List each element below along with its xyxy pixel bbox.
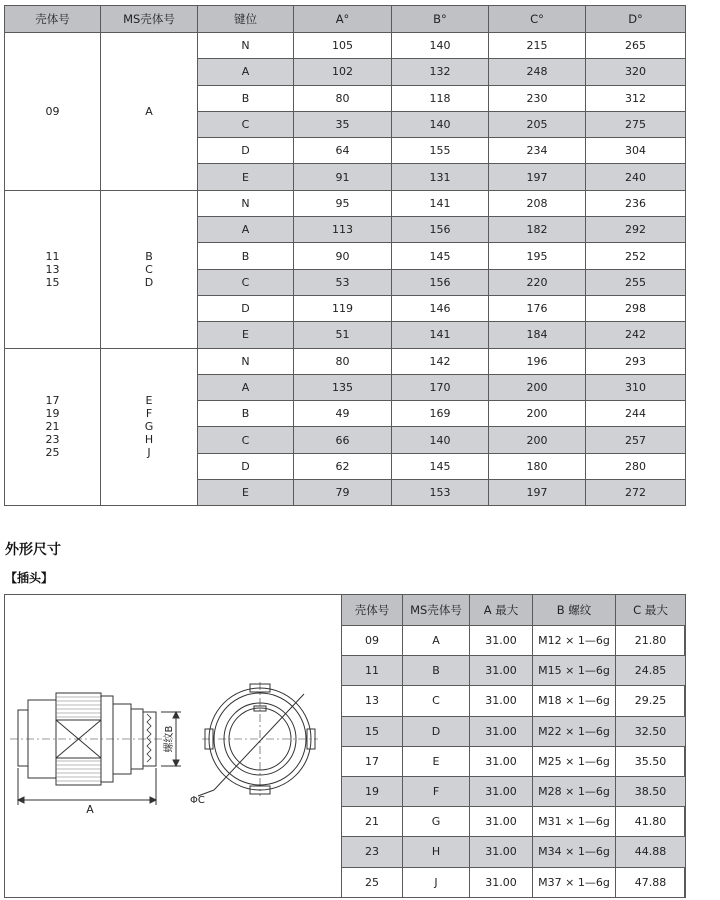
dim-c-max: 41.80: [616, 807, 686, 837]
dim-ms-shell-number: D: [403, 716, 470, 746]
angle-a: 90: [294, 243, 392, 269]
angle-d: 257: [586, 427, 686, 453]
angle-d: 280: [586, 453, 686, 479]
angle-c: 200: [489, 374, 586, 400]
dim-shell-number: 11: [342, 656, 403, 686]
dim-ms-shell-number: F: [403, 776, 470, 806]
dim-shell-number: 17: [342, 746, 403, 776]
key-position: N: [198, 33, 294, 59]
table-row: [342, 776, 686, 806]
angle-b: 170: [392, 374, 489, 400]
dim-shell-number: 23: [342, 837, 403, 867]
dim-a-max: 31.00: [470, 776, 533, 806]
angle-c: 230: [489, 85, 586, 111]
header-angle-c: C°: [489, 6, 586, 33]
dim-b-thread: M18 × 1—6g: [533, 686, 616, 716]
angle-d: 236: [586, 190, 686, 216]
section-title: 外形尺寸: [5, 542, 61, 558]
header-ms-shell: MS壳体号: [101, 6, 198, 33]
key-position: B: [198, 85, 294, 111]
key-position: A: [198, 217, 294, 243]
angle-b: 156: [392, 217, 489, 243]
header-angle-d: D°: [586, 6, 686, 33]
angle-d: 304: [586, 138, 686, 164]
dim-ms-shell-number: J: [403, 867, 470, 897]
angle-c: 208: [489, 190, 586, 216]
angle-a: 80: [294, 348, 392, 374]
dim-b-thread: M31 × 1—6g: [533, 807, 616, 837]
header-shell: 壳体号: [5, 6, 101, 33]
angle-d: 298: [586, 295, 686, 321]
dim-a-max: 31.00: [470, 867, 533, 897]
plug-front-view: [198, 682, 318, 796]
angle-d: 240: [586, 164, 686, 190]
ms-shell-number: H: [144, 433, 154, 447]
ms-shell-number: E: [145, 394, 153, 408]
dim-a-max: 31.00: [470, 656, 533, 686]
ms-shell-group: [101, 33, 198, 191]
dim-c-max: 29.25: [616, 686, 686, 716]
plug-outline-drawing: [6, 660, 332, 820]
dim-b-thread: M22 × 1—6g: [533, 716, 616, 746]
key-position: E: [198, 164, 294, 190]
dimension-label-thread-b: 螺纹B: [164, 725, 175, 753]
plug-dimension-table: [341, 594, 686, 898]
dim-a-max: 31.00: [470, 837, 533, 867]
dim-a-max: 31.00: [470, 746, 533, 776]
dim-b-thread: M28 × 1—6g: [533, 776, 616, 806]
angle-c: 248: [489, 59, 586, 85]
table-row: [342, 746, 686, 776]
dim-ms-shell-number: C: [403, 686, 470, 716]
dim-c-max: 35.50: [616, 746, 686, 776]
ms-shell-number: G: [144, 420, 154, 434]
shell-number: 11: [45, 249, 60, 263]
angle-a: 49: [294, 401, 392, 427]
dim-ms-shell-number: G: [403, 807, 470, 837]
plug-side-view: [10, 693, 181, 805]
ms-shell-number: D: [144, 275, 154, 289]
ms-shell-number: C: [145, 262, 153, 276]
dim-a-max: 31.00: [470, 716, 533, 746]
dim-shell-number: 19: [342, 776, 403, 806]
table-row: [342, 837, 686, 867]
angle-d: 255: [586, 269, 686, 295]
shell-number: 21: [45, 420, 60, 434]
angle-d: 293: [586, 348, 686, 374]
angle-b: 145: [392, 243, 489, 269]
dim-ms-shell-number: E: [403, 746, 470, 776]
dimension-label-a: A: [86, 803, 94, 816]
ms-shell-group: [101, 190, 198, 348]
table-row: [342, 656, 686, 686]
angle-d: 272: [586, 480, 686, 506]
angle-c: 200: [489, 401, 586, 427]
dim-shell-number: 25: [342, 867, 403, 897]
dim-shell-number: 21: [342, 807, 403, 837]
dimension-label-phi-c: ΦC: [190, 795, 205, 806]
key-position: B: [198, 401, 294, 427]
angle-b: 140: [392, 111, 489, 137]
key-position: C: [198, 111, 294, 137]
angle-c: 195: [489, 243, 586, 269]
table-row: [342, 686, 686, 716]
dim-c-max: 44.88: [616, 837, 686, 867]
angle-b: 140: [392, 427, 489, 453]
dim-a-max: 31.00: [470, 626, 533, 656]
angle-d: 265: [586, 33, 686, 59]
angle-a: 64: [294, 138, 392, 164]
ms-shell-number: F: [145, 407, 153, 421]
dim-shell-number: 09: [342, 626, 403, 656]
key-position: D: [198, 295, 294, 321]
shell-number-group: [5, 33, 101, 191]
angle-c: 215: [489, 33, 586, 59]
angle-c: 220: [489, 269, 586, 295]
dim-ms-shell-number: B: [403, 656, 470, 686]
ms-shell-number: A: [145, 104, 153, 118]
shell-number: 19: [45, 407, 60, 421]
dim-shell-number: 13: [342, 686, 403, 716]
angle-a: 91: [294, 164, 392, 190]
dim-ms-shell-number: A: [403, 626, 470, 656]
angle-c: 205: [489, 111, 586, 137]
dim-header-a-max: A 最大: [470, 595, 533, 626]
angle-b: 153: [392, 480, 489, 506]
angle-a: 51: [294, 322, 392, 348]
table-row: [342, 807, 686, 837]
dim-header-b-thread: B 螺纹: [533, 595, 616, 626]
dim-b-thread: M25 × 1—6g: [533, 746, 616, 776]
table-row: [342, 626, 686, 656]
dim-shell-number: 15: [342, 716, 403, 746]
angle-b: 156: [392, 269, 489, 295]
dim-ms-shell-number: H: [403, 837, 470, 867]
angle-b: 131: [392, 164, 489, 190]
dim-a-max: 31.00: [470, 807, 533, 837]
angle-b: 141: [392, 322, 489, 348]
angle-b: 140: [392, 33, 489, 59]
angle-b: 118: [392, 85, 489, 111]
shell-number: 25: [45, 446, 60, 460]
shell-number: 17: [45, 394, 60, 408]
dim-c-max: 21.80: [616, 626, 686, 656]
angle-c: 234: [489, 138, 586, 164]
angle-a: 53: [294, 269, 392, 295]
shell-number-group: [5, 190, 101, 348]
key-position: B: [198, 243, 294, 269]
key-position: C: [198, 427, 294, 453]
dim-b-thread: M12 × 1—6g: [533, 626, 616, 656]
shell-number: 13: [45, 262, 60, 276]
key-position: N: [198, 348, 294, 374]
key-position: A: [198, 374, 294, 400]
dim-b-thread: M34 × 1—6g: [533, 837, 616, 867]
key-position: A: [198, 59, 294, 85]
shell-number: 09: [45, 104, 60, 118]
key-position: E: [198, 480, 294, 506]
dim-table-header-row: [342, 595, 686, 626]
dim-b-thread: M37 × 1—6g: [533, 867, 616, 897]
key-position: N: [198, 190, 294, 216]
dim-a-max: 31.00: [470, 686, 533, 716]
dim-header-ms-shell: MS壳体号: [403, 595, 470, 626]
dim-c-max: 47.88: [616, 867, 686, 897]
angle-c: 182: [489, 217, 586, 243]
angle-b: 142: [392, 348, 489, 374]
shell-number: 23: [45, 433, 60, 447]
angle-b: 155: [392, 138, 489, 164]
angle-d: 244: [586, 401, 686, 427]
angle-a: 79: [294, 480, 392, 506]
ms-shell-group: [101, 348, 198, 506]
angle-d: 275: [586, 111, 686, 137]
dim-b-thread: M15 × 1—6g: [533, 656, 616, 686]
shell-number-group: [5, 348, 101, 506]
dim-c-max: 32.50: [616, 716, 686, 746]
angle-a: 62: [294, 453, 392, 479]
angle-b: 169: [392, 401, 489, 427]
key-position: D: [198, 453, 294, 479]
angle-c: 197: [489, 480, 586, 506]
angle-c: 197: [489, 164, 586, 190]
angle-b: 145: [392, 453, 489, 479]
angle-d: 252: [586, 243, 686, 269]
angle-c: 180: [489, 453, 586, 479]
ms-shell-number: B: [145, 249, 153, 263]
key-position: D: [198, 138, 294, 164]
angle-a: 80: [294, 85, 392, 111]
key-position: C: [198, 269, 294, 295]
angle-c: 196: [489, 348, 586, 374]
angle-a: 119: [294, 295, 392, 321]
key-table-header-row: [5, 6, 686, 33]
dim-header-shell: 壳体号: [342, 595, 403, 626]
table-row: [342, 867, 686, 897]
angle-d: 320: [586, 59, 686, 85]
angle-b: 132: [392, 59, 489, 85]
table-row: [5, 190, 686, 216]
header-angle-b: B°: [392, 6, 489, 33]
angle-b: 146: [392, 295, 489, 321]
angle-a: 135: [294, 374, 392, 400]
angle-a: 35: [294, 111, 392, 137]
angle-d: 312: [586, 85, 686, 111]
angle-a: 102: [294, 59, 392, 85]
ms-shell-number: J: [147, 446, 151, 460]
angle-d: 242: [586, 322, 686, 348]
angle-d: 292: [586, 217, 686, 243]
table-row: [5, 348, 686, 374]
angle-a: 105: [294, 33, 392, 59]
dim-c-max: 38.50: [616, 776, 686, 806]
angle-b: 141: [392, 190, 489, 216]
angle-a: 95: [294, 190, 392, 216]
angle-c: 200: [489, 427, 586, 453]
dim-header-c-max: C 最大: [616, 595, 686, 626]
angle-c: 176: [489, 295, 586, 321]
angle-a: 113: [294, 217, 392, 243]
dim-c-max: 24.85: [616, 656, 686, 686]
section-subtitle: 【插头】: [5, 571, 54, 585]
key-position-table: [4, 5, 686, 506]
angle-c: 184: [489, 322, 586, 348]
angle-d: 310: [586, 374, 686, 400]
table-row: [5, 33, 686, 59]
angle-a: 66: [294, 427, 392, 453]
header-angle-a: A°: [294, 6, 392, 33]
header-key: 键位: [198, 6, 294, 33]
table-row: [342, 716, 686, 746]
shell-number: 15: [45, 275, 60, 289]
key-position: E: [198, 322, 294, 348]
